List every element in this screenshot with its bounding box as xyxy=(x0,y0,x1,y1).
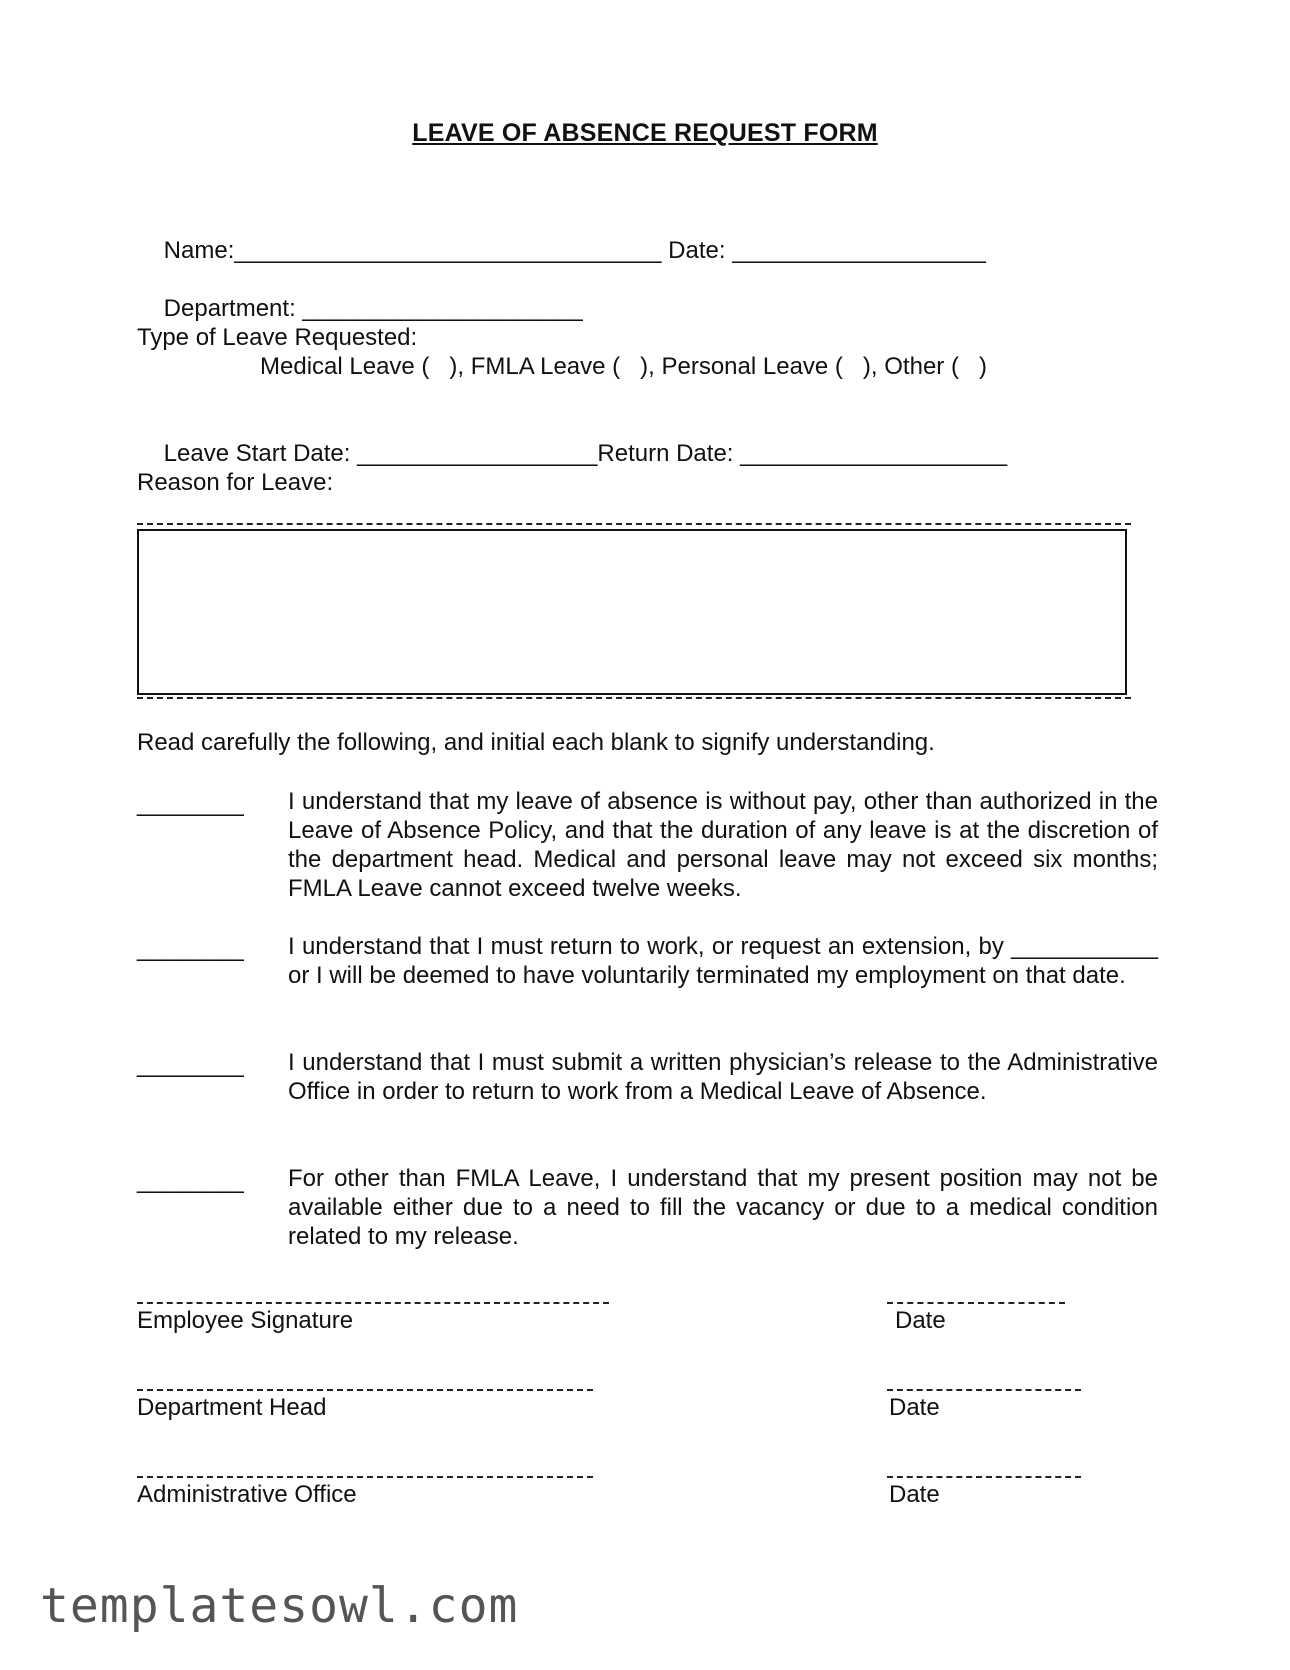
leave-start-label: Leave Start Date: xyxy=(163,440,351,467)
initial-blank[interactable]: ________ xyxy=(137,1167,244,1194)
department-field[interactable]: _____________________ xyxy=(302,295,583,322)
acknowledgement-text: I understand that I must return to work, or request an extension, by ___________ or I will be deemed to have voluntarily terminated my employment on that date. xyxy=(288,933,1158,989)
admin-office-date-line[interactable] xyxy=(887,1476,1081,1478)
department-head-date-label: Date xyxy=(889,1394,940,1421)
return-date-label: Return Date: xyxy=(597,440,734,467)
reason-textarea[interactable] xyxy=(137,529,1127,695)
admin-office-signature-line[interactable] xyxy=(137,1476,593,1478)
return-date-field[interactable]: ____________________ xyxy=(740,440,1008,467)
initial-blank[interactable]: ________ xyxy=(137,935,244,962)
reason-top-rule xyxy=(137,523,1131,525)
date-field[interactable]: ___________________ xyxy=(732,237,986,264)
employee-signature-label: Employee Signature xyxy=(137,1307,354,1334)
date-label: Date: xyxy=(668,237,726,264)
watermark-text: templatesowl.com xyxy=(40,1578,519,1634)
acknowledgement-text: I understand that my leave of absence is without pay, other than authorized in the Leave of Absence Policy, and that the duration of any leave is at the discretion of the department head. Medical and personal leave may not exceed six months; FMLA Leave cannot exceed twelve weeks. xyxy=(288,788,1158,902)
form-title: LEAVE OF ABSENCE REQUEST FORM xyxy=(412,119,878,147)
department-head-label: Department Head xyxy=(137,1394,327,1421)
admin-office-date-label: Date xyxy=(889,1481,940,1508)
department-head-date-line[interactable] xyxy=(887,1389,1081,1391)
reason-bottom-rule xyxy=(137,697,1131,699)
instructions-text: Read carefully the following, and initial each blank to signify understanding. xyxy=(137,729,935,756)
initial-blank[interactable]: ________ xyxy=(137,790,244,817)
type-of-leave-options[interactable]: Medical Leave ( ), FMLA Leave ( ), Personal Leave ( ), Other ( ) xyxy=(260,353,987,380)
admin-office-label: Administrative Office xyxy=(137,1481,357,1508)
reason-label: Reason for Leave: xyxy=(137,469,334,496)
acknowledgement-text: I understand that I must submit a written physician’s release to the Administrative Office in order to return to work from a Medical Leave of Absence. xyxy=(288,1049,1158,1105)
leave-start-field[interactable]: __________________ xyxy=(357,440,598,467)
employee-date-line[interactable] xyxy=(887,1302,1065,1304)
employee-date-label: Date xyxy=(895,1307,946,1334)
department-label: Department: xyxy=(163,295,296,322)
name-field[interactable]: ________________________________ xyxy=(234,237,662,264)
name-label: Name: xyxy=(163,237,235,264)
department-head-signature-line[interactable] xyxy=(137,1389,593,1391)
initial-blank[interactable]: ________ xyxy=(137,1051,244,1078)
employee-signature-line[interactable] xyxy=(137,1302,609,1304)
acknowledgement-text: For other than FMLA Leave, I understand that my present position may not be available either due to a need to fill the vacancy or due to a medical condition related to my release. xyxy=(288,1165,1158,1250)
type-of-leave-label: Type of Leave Requested: xyxy=(137,324,418,351)
